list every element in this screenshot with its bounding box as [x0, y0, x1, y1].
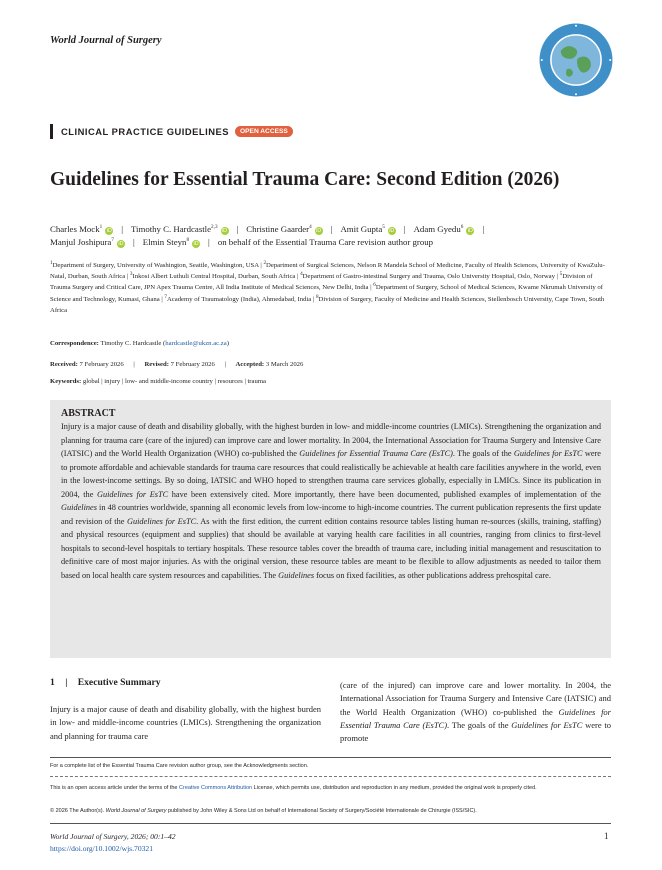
orcid-icon[interactable]: iD [118, 240, 124, 247]
author-separator: | [132, 236, 135, 247]
affiliation-separator: | [126, 273, 129, 281]
affiliation-separator: | [297, 273, 299, 281]
orcid-icon[interactable]: iD [106, 228, 112, 234]
author-affiliation-number: 8 [186, 236, 190, 243]
page-number: 1 [604, 831, 609, 841]
body-text-run: Injury is a major cause of death and disability globally, with the highest burden in low- and middle-income countries (LMICs). Strengthening the organization and planning for trauma care [50, 704, 321, 741]
abstract-text-run: Guidelines for Essential Trauma Care (EsTC) [299, 449, 453, 459]
affiliations [50, 260, 612, 316]
affiliation-separator: | [312, 295, 315, 303]
author [143, 237, 200, 247]
author-affiliation-number: 7 [111, 236, 114, 243]
affiliation-number: 7 [164, 293, 167, 300]
footer-divider [50, 823, 611, 824]
abstract-text-run: focus on fixed facilities, as other publications address prehospital care. [314, 571, 551, 581]
keywords [50, 378, 266, 385]
copyright-journal: World Journal of Surgery [105, 808, 167, 814]
body-column-right [340, 679, 611, 745]
footnote-divider [50, 757, 611, 758]
author-name[interactable]: Adam Gyedu [413, 224, 461, 234]
received-date: 7 February 2026 [79, 361, 124, 368]
orcid-icon[interactable]: iD [389, 228, 395, 234]
affiliation-separator: | [370, 284, 372, 292]
orcid-icon[interactable]: iD [193, 240, 199, 247]
abstract-text-run: Injury is a major cause of death and disability globally, with the highest burden in low- and middle-income countries (LMICs). Strengthening the organization and planning for trauma care (care of the injured) can improve care and lower mortality. In 2004, the International Association for Trauma Surgery and Intensive Care (IATSIC) and the World Health Organization (WHO) co-published the [61, 422, 601, 459]
keyword-separator: | [244, 378, 246, 385]
author-name[interactable]: Manjul Joshipura [50, 236, 112, 247]
section-title: Executive Summary [77, 677, 161, 688]
affiliation-text: Department of Surgery, School of Medical Sciences, Kwame Nkrumah University of Science and Technology, Kumasi, Ghana [50, 284, 603, 303]
section-marker [50, 124, 53, 139]
license-text: License, which permits use, distribution and reproduction in any medium, provided the original work is properly cited. [252, 785, 537, 791]
author-separator: | [121, 224, 123, 234]
author-name[interactable]: Elmin Steyn [142, 236, 187, 247]
accepted-date: 3 March 2026 [265, 361, 304, 368]
affiliation-text: Division of Trauma Surgery and Critical Care, JPN Apex Trauma Centre, All India Institute of Medical Sciences, New Delhi, India [50, 273, 593, 292]
creative-commons-link[interactable]: Creative Commons Attribution [179, 785, 253, 791]
body-text-run: . The goals of the [447, 719, 512, 730]
correspondence-label: Correspondence: [50, 340, 99, 347]
affiliation-number: 8 [315, 293, 319, 300]
keywords-label: Keywords: [50, 378, 82, 385]
affiliation-number: 1 [50, 259, 53, 266]
author-name[interactable]: Timothy C. Hardcastle [130, 224, 212, 234]
correspondence-email-link[interactable]: hardcastle@ukzn.ac.za [165, 340, 227, 347]
orcid-icon[interactable]: iD [467, 228, 473, 234]
license-text: This is an open access article under the terms of the [50, 785, 180, 791]
author-group-note: on behalf of the Essential Trauma Care revision author group [217, 236, 434, 247]
copyright-text: published by John Wiley & Sons Ltd on behalf of International Society of Surgery/Société Internationale de Chirurgie (ISS/SIC). [166, 808, 477, 814]
orcid-icon[interactable]: iD [221, 228, 228, 234]
affiliation-text: Division of Surgery, Faculty of Medicine and Health Sciences, Stellenbosch University, Cape Town, South Africa [50, 295, 605, 314]
affiliation-separator: | [260, 262, 262, 269]
author-affiliation-number: 5 [382, 224, 385, 231]
copyright-footnote [50, 808, 612, 814]
copyright-text: © 2026 The Author(s). [50, 808, 106, 814]
abstract-text-run: . The goals of the [452, 449, 514, 459]
body-text-run: (care of the injured) can improve care and lower mortality. In 2004, the International Association for Trauma Surgery and Intensive Care (IATSIC) and the World Health Organization (WHO) co-published the [340, 680, 611, 717]
author [414, 224, 475, 234]
author [131, 224, 229, 234]
affiliation-number: 3 [129, 270, 133, 277]
keyword-separator: | [101, 378, 103, 385]
affiliation-number: 5 [559, 270, 563, 277]
article-dates [50, 361, 303, 368]
date-separator: | [224, 361, 226, 368]
abstract-text-run: Guidelines for EsTC [126, 516, 197, 526]
author-affiliation-number: 2,3 [211, 224, 218, 231]
keyword: trauma [247, 378, 267, 385]
keyword-separator: | [214, 378, 216, 385]
accepted-label: Accepted: [235, 361, 265, 368]
body-column-left [50, 703, 321, 743]
abstract-text-run: have been extensively cited. More importantly, there have been documented, published examples of implementation of the [168, 489, 601, 499]
body-text-run: Guidelines for Essential Trauma Care (EsTC) [340, 706, 611, 730]
affiliation-text: Academy of Traumatology (India), Ahmedabad, India [166, 295, 312, 303]
journal-logo [538, 22, 614, 98]
keyword-separator: | [121, 378, 124, 385]
affiliation-number: 2 [263, 259, 267, 266]
keyword: injury [104, 378, 121, 385]
abstract-text-run: . As with the first edition, the current edition contains resource tables listing human re-sources (skills, training, staffing) and physical resources (equipment and supplies) that should be available at varying health care facilities in all countries, ranging from clinics to first-level hospitals to second-level hospitals to tertiary hospitals. These resource tables cover the breadth of trauma care, including initial management and resuscitation to definitive care of most major injuries. As with the original version, these resource tables are meant to be flexible to allow adjustments as needed to tailor them based on local health care system resources and capabilities. The [61, 516, 601, 581]
abstract-text-run: in 48 countries worldwide, spanning all economic levels from low-income to high-income countries. The current publication represents the first update and revision of the [61, 503, 601, 526]
acknowledgment-footnote: For a complete list of the Essential Trauma Care revision author group, see the Acknowledgments section. [50, 763, 309, 769]
affiliation-number: 6 [373, 282, 376, 289]
body-text-run: Guidelines for EsTC [511, 719, 583, 730]
section-separator: | [65, 677, 68, 688]
author-separator: | [208, 236, 210, 247]
received-label: Received: [50, 361, 78, 368]
article-title: Guidelines for Essential Trauma Care: Second Edition (2026) [50, 169, 560, 190]
date-separator: | [133, 361, 135, 368]
revised-label: Revised: [144, 361, 169, 368]
author [50, 237, 125, 247]
author-name[interactable]: Amit Gupta [340, 224, 383, 234]
doi-link[interactable]: https://doi.org/10.1002/wjs.70321 [50, 843, 154, 853]
section-label [50, 124, 293, 139]
affiliation-separator: | [556, 273, 558, 281]
keyword: low- and middle-income country [124, 378, 213, 385]
author-separator: | [482, 224, 485, 234]
author-name[interactable]: Christine Gaarder [246, 224, 310, 234]
revised-date: 7 February 2026 [170, 361, 215, 368]
affiliation-text: Inkosi Albert Luthuli Central Hospital, Durban, South Africa [132, 273, 296, 281]
author-separator: | [330, 224, 333, 234]
author-list [50, 223, 610, 248]
body-text-run: were to promote [340, 719, 611, 744]
author [340, 224, 395, 234]
abstract-text-run: Guidelines for EsTC [513, 449, 583, 459]
section-number: 1 [50, 677, 55, 688]
author-affiliation-number: 6 [460, 224, 464, 231]
logo-globe [551, 35, 601, 85]
keyword: resources [217, 378, 243, 385]
correspondence: Correspondence: Timothy C. Hardcastle (hardcastle@ukzn.ac.za) [50, 340, 229, 347]
footnote-divider [50, 776, 611, 777]
orcid-icon[interactable]: iD [316, 228, 322, 234]
affiliation-text: Department of Gastro-intestinal Surgery and Trauma, Oslo University Hospital, Oslo, Norway [302, 273, 555, 281]
affiliation-text: Department of Surgical Sciences, Nelson R Mandela School of Medicine, Faculty of Health Sciences, University of KwaZulu-Natal, Durban, South Africa [50, 262, 605, 281]
affiliation-separator: | [161, 295, 163, 303]
abstract-box [50, 400, 611, 658]
abstract-text-run: Guidelines for EsTC [96, 489, 169, 499]
license-footnote [50, 783, 612, 794]
abstract-text-run: were to promote affordable and achievable standards for trauma care resources that could realistically be achievable at health care facilities anywhere in the world, even in the lowest-income settings. By so doing, IATSIC and WHO hoped to strengthen trauma care services globally, especially in LMICs. Since its publication in 2004, the [61, 449, 601, 499]
abstract-text-run: Guidelines [278, 571, 315, 581]
author-separator: | [403, 224, 406, 234]
footer-citation: World Journal of Surgery, 2026; 00:1–42 [50, 832, 176, 841]
affiliation-number: 4 [300, 270, 303, 277]
author-name[interactable]: Charles Mock [50, 224, 100, 234]
abstract-text-run: Guidelines [61, 503, 97, 513]
author-affiliation-number: 4 [309, 224, 312, 231]
page-footer [50, 831, 176, 854]
journal-header: World Journal of Surgery [50, 35, 162, 46]
author [246, 224, 322, 234]
author-affiliation-number: 1 [99, 224, 103, 231]
author [50, 224, 113, 234]
section-heading [50, 677, 161, 688]
abstract-heading: ABSTRACT [61, 408, 116, 419]
keyword: global [82, 378, 100, 385]
open-access-badge: OPEN ACCESS [235, 126, 293, 137]
section-category: CLINICAL PRACTICE GUIDELINES [61, 126, 230, 137]
affiliation-text: Department of Surgery, University of Washington, Seattle, Washington, USA [52, 262, 259, 269]
correspondence-name: Timothy C. Hardcastle [100, 340, 162, 347]
abstract-text [61, 420, 601, 583]
author-separator: | [236, 224, 239, 234]
